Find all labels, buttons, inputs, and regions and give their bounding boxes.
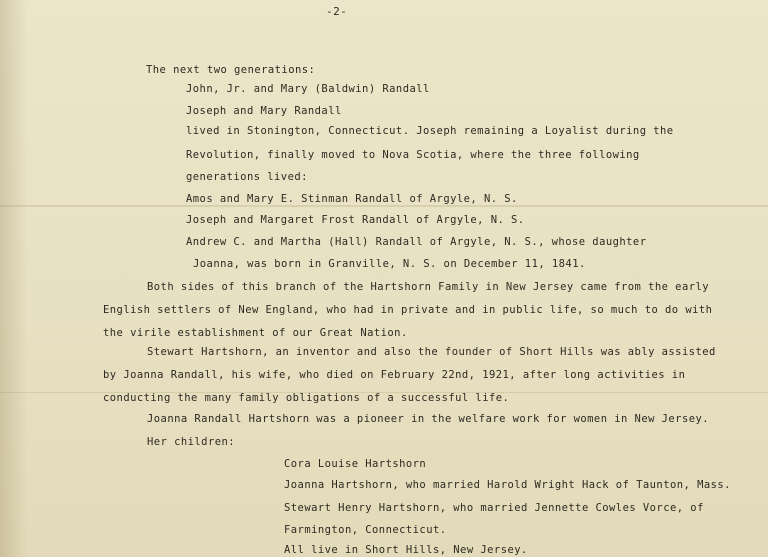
generation-entry: Andrew C. and Martha (Hall) Randall of Argyle, N. S., whose daughter	[186, 236, 647, 248]
birth-line: Joanna, was born in Granville, N. S. on December 11, 1841.	[193, 258, 586, 270]
generation-entry: Joseph and Margaret Frost Randall of Argyle, N. S.	[186, 214, 525, 226]
body-text-line: Stewart Hartshorn, an inventor and also the founder of Short Hills was ably assisted	[147, 346, 716, 358]
page-number: -2-	[326, 5, 348, 18]
child-entry: Cora Louise Hartshorn	[284, 458, 427, 470]
generation-entry: Amos and Mary E. Stinman Randall of Argyle, N. S.	[186, 193, 518, 205]
body-text-line: by Joanna Randall, his wife, who died on February 22nd, 1921, after long activities in	[103, 369, 686, 381]
child-entry: Stewart Henry Hartshorn, who married Jennette Cowles Vorce, of	[284, 502, 704, 514]
body-text-line: Both sides of this branch of the Hartshorn Family in New Jersey came from the early	[147, 281, 710, 293]
generations-intro: The next two generations:	[146, 64, 316, 76]
ancestor-couple: Joseph and Mary Randall	[186, 105, 342, 117]
body-text-line: English settlers of New England, who had in private and in public life, so much to do with	[103, 304, 713, 316]
body-text-line: Revolution, finally moved to Nova Scotia, where the three following	[186, 149, 640, 161]
child-entry: Joanna Hartshorn, who married Harold Wright Hack of Taunton, Mass.	[284, 479, 731, 491]
body-text-line: conducting the many family obligations of a successful life.	[103, 392, 510, 404]
body-text-line: the virile establishment of our Great Nation.	[103, 327, 408, 339]
ancestor-couple: John, Jr. and Mary (Baldwin) Randall	[186, 83, 430, 95]
child-entry: Farmington, Connecticut.	[284, 524, 447, 536]
body-text-line: Joanna Randall Hartshorn was a pioneer in the welfare work for women in New Jersey.	[147, 413, 710, 425]
children-heading: Her children:	[147, 436, 236, 448]
body-text-line: generations lived:	[186, 171, 308, 183]
closing-line: All live in Short Hills, New Jersey.	[284, 544, 528, 556]
body-text-line: lived in Stonington, Connecticut. Joseph remaining a Loyalist during the	[186, 125, 674, 137]
